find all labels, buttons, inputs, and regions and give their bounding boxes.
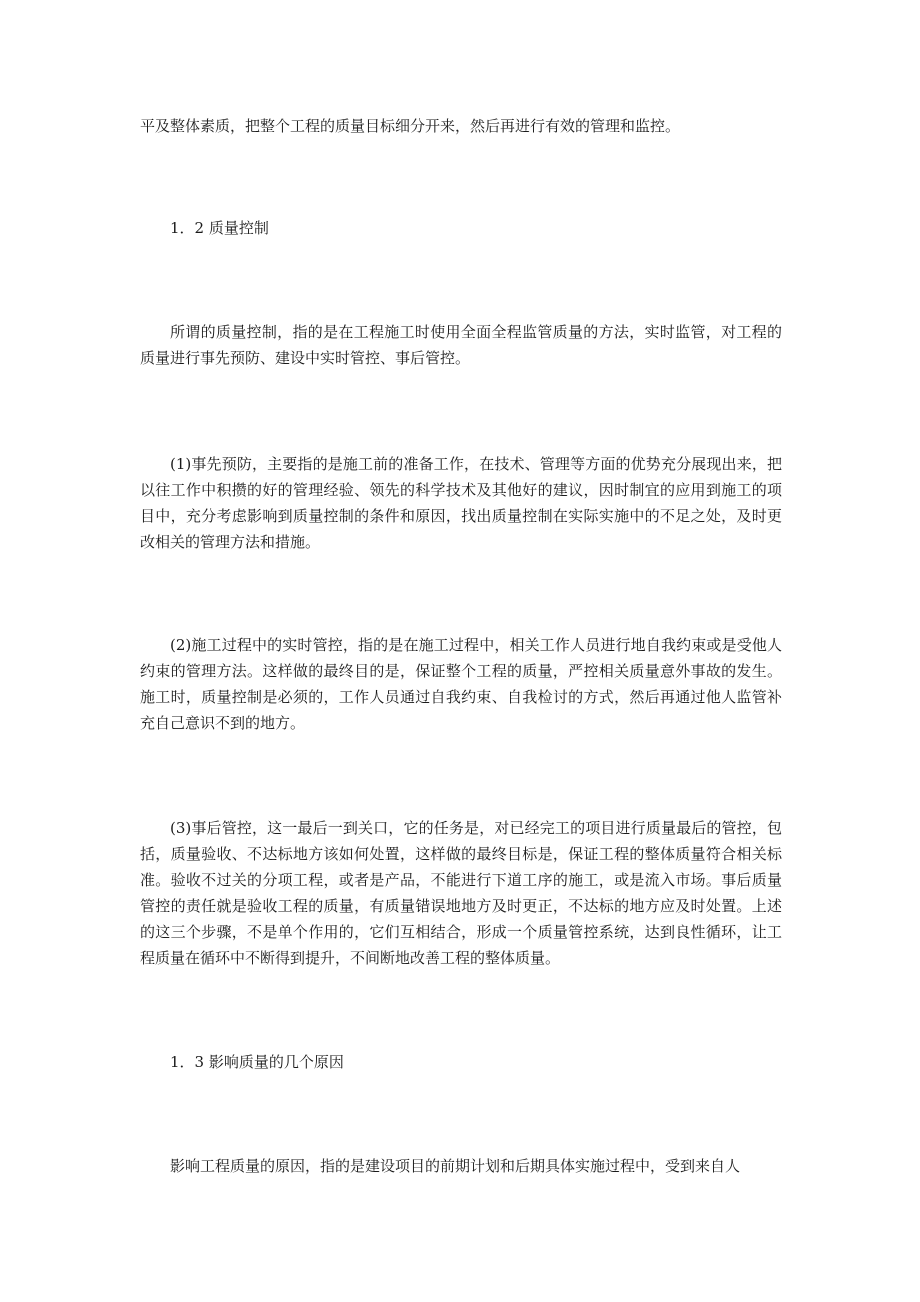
paragraph-influencing-factors: 影响工程质量的原因，指的是建设项目的前期计划和后期具体实施过程中，受到来自人 [170, 1157, 741, 1175]
paragraph-post-control: (3)事后管控，这一最后一到关口，它的任务是，对已经完工的项目进行质量最后的管控，包括，质量验收、不达标地方该如何处置，这样做的最终目标是，保证工程的整体质量符合相关标准。验收不过关的分项工程，或者是产品，不能进行下道工序的施工，或是流入市场。事后质量管控的责任就是验收工程的质量，有质量错误地地方及时更正，不达标的地方应及时处置。上述的这三个步骤，不是单个作用的，它们互相结合，形成一个质量管控系统，达到良性循环，让工程质量在循环中不断得到提升，不间断地改善工程的整体质量。 [140, 819, 782, 967]
paragraph-prevention: (1)事先预防，主要指的是施工前的准备工作，在技术、管理等方面的优势充分展现出来，把以往工作中积攒的好的管理经验、领先的科学技术及其他好的建议，因时制宜的应用到施工的项目中，充分考虑影响到质量控制的条件和原因，找出质量控制在实际实施中的不足之处，及时更改相关的管理方法和措施。 [140, 455, 782, 551]
paragraph-quality-control-definition: 所谓的质量控制，指的是在工程施工时使用全面全程监管质量的方法，实时监管，对工程的质量进行事先预防、建设中实时管控、事后管控。 [140, 323, 782, 367]
paragraph-continuation: 平及整体素质，把整个工程的质量目标细分开来，然后再进行有效的管理和监控。 [140, 117, 681, 135]
section-heading-1-3: 1．3 影响质量的几个原因 [170, 1053, 344, 1071]
paragraph-realtime-control: (2)施工过程中的实时管控，指的是在施工过程中，相关工作人员进行地自我约束或是受他人约束的管理方法。这样做的最终目的是，保证整个工程的质量，严控相关质量意外事故的发生。施工时，质量控制是必须的，工作人员通过自我约束、自我检讨的方式，然后再通过他人监管补充自己意识不到的地方。 [140, 636, 782, 732]
section-heading-1-2: 1．2 质量控制 [170, 219, 269, 237]
